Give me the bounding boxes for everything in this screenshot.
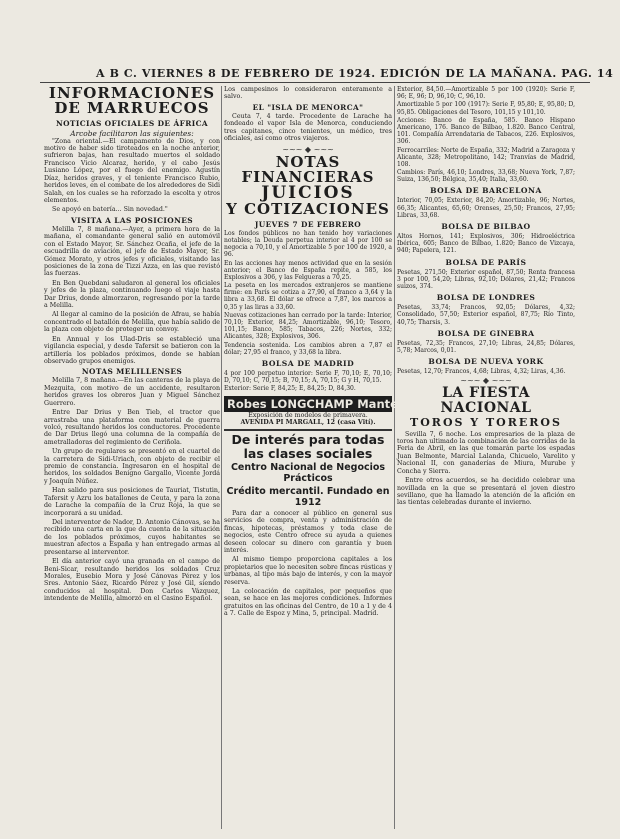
market-paragraph: Los fondos públicos no han tenido hoy variaciones notables; la Deuda perpetua interior al 4 por 100 se negocia a 70,10, y el Amortizable 5 por 100 de 1920, a 96.	[224, 229, 392, 259]
advertisement-title: Robes LONGCHAMP Manteaux	[224, 396, 392, 412]
article-paragraph: Han salido para sus posiciones de Tauriat, Tistutin, Tafersit y Azru los batallones de Ceuta, y para la zona de Larache la compañía de la Cruz Roja, la que se incorporará a su unidad.	[44, 487, 220, 517]
advertisement-paragraph: La colocación de capitales, por pequeños que sean, se hace en las mejores condiciones. Informes gratuitos en las oficinas del Centro, de 10 a 1 y de 4 a 7. Calle de Espoz y Mina, 5, principal. Madrid.	[224, 588, 392, 618]
market-paragraph: Amortizable 5 por 100 (1917): Serie F, 95,80; E, 95,80; D, 95,85. Obligaciones del Tesoro, 101,15 y 101,10.	[397, 101, 575, 116]
market-paragraph: Altos Hornos, 141; Explosivos, 306; Hidroeléctrica Ibérica, 605; Banco de Bilbao, 1.820; Banco de Vizcaya, 940; Papelera, 121.	[397, 233, 575, 255]
article-paragraph: Un grupo de regulares se presentó en el cuartel de la carretera de Sidi-Uriach, con objeto de recibir el premio de constancia. Ingresaron en el hospital de heridos, los soldados Benigno Gargallo, Vicente Jordá y Joaquín Núñez.	[44, 448, 220, 485]
column-divider	[221, 86, 222, 829]
market-paragraph: La peseta en los mercados extranjeros se mantiene firme: en París se cotiza a 27,90, el franco a 3,64 y la libra a 33,68. El dólar se ofrece a 7,87, los marcos a 0,35 y las liras a 33,60.	[224, 282, 392, 311]
market-paragraph: Nuevas cotizaciones han cerrado por la tarde: Interior, 70,10; Exterior, 84,25; Amortizable, 96,10; Tesoro, 101,15; Banco, 585; Tabacos, 226; Nortes, 332; Alicantes, 328; Explosivos, 306.	[224, 311, 392, 341]
headline: LA FIESTA NACIONAL	[440, 385, 532, 416]
section-heading: BOLSA DE LONDRES	[436, 293, 536, 303]
headline: DE MARRUECOS	[54, 99, 210, 118]
subheading: EL "ISLA DE MENORCA"	[252, 102, 364, 112]
rule	[224, 429, 392, 431]
headline: TOROS Y TOREROS	[410, 415, 562, 429]
article-paragraph: "Zona oriental.—El campamento de Dios, y con motivo de haber sido tiroteados en la noche anterior, sufrieron bajas, han resultado muertos el soldado Francisco Vicio Alcaraz, herido, y el cabo Jesús Lusiano López, por el fuego del enemigo. Agustín Díaz, heridos graves, y el teniente Francisco Rubio, heridos leves, en el combate de los alrededores de Sidi Salah, en los cuales se ha reforzado la escolta y otros elementos.	[44, 137, 220, 204]
advertisement-text: Exposición de modelos de primavera.	[248, 411, 368, 419]
subheading: VISITA A LAS POSICIONES	[70, 215, 194, 225]
market-paragraph: Exterior, 84,50.—Amortizable 5 por 100 (1920): Serie F, 96; E, 96; D, 96,10; C, 96,10.	[397, 86, 575, 101]
market-paragraph: Cambios: París, 46,10; Londres, 33,68; Nueva York, 7,87; Suiza, 136,50; Bélgica, 35,40; Italia, 33,60.	[397, 169, 575, 184]
market-paragraph: Interior, 70,05; Exterior, 84,20; Amortizable, 96; Nortes, 66,35; Alicantes, 65,60; Orenses, 25,50; Francos, 27,95; Libras, 33,68.	[397, 197, 575, 219]
advertisement-paragraph: Al mismo tiempo proporciona capitales a los propietarios que lo necesiten sobre fincas rústicas y urbanas, al tipo más bajo de interés, y con la mayor reserva.	[224, 556, 392, 586]
section-heading: BOLSA DE MADRID	[261, 358, 355, 368]
market-paragraph: 4 por 100 perpetuo interior: Serie F, 70,10; E, 70,10; D, 70,10; C, 70,15; B, 70,15; A, 70,15; G y H, 70,15.	[224, 369, 392, 385]
column-1	[44, 86, 220, 833]
market-paragraph: Tendencia sostenida. Los cambios abren a 7,87 el dólar; 27,95 el franco, y 33,68 la libra.	[224, 341, 392, 356]
header-rule	[40, 82, 590, 83]
advertisement-tagline: Crédito mercantil. Fundado en 1912	[226, 485, 390, 508]
section-heading: BOLSA DE BARCELONA	[430, 186, 542, 196]
article-paragraph: Entre Dar Drius y Ben Tieb, el tractor que arrastraba una plataforma con material de guerra volcó, resultando heridos los conductores. Procedente de Dar Drius llegó una columna de la compañía de ametralladoras del regimiento de Ceriñola.	[44, 409, 220, 446]
advertisement-headline: De interés para todas las clases sociales	[231, 432, 385, 462]
article-paragraph: Del interventor de Nador, D. Antonio Cánovas, se ha recibido una carta en la que da cuenta de la situación de los poblados próximos, cuyos habitantes se muestran afectos a España y han entregado armas al presentarse al interventor.	[44, 519, 220, 556]
ornament-divider: ~~~ ◆ ~~~	[282, 144, 334, 154]
headline: JUICIOS	[261, 183, 355, 204]
column-3	[397, 86, 575, 833]
article-paragraph: En Annual y los Ulad-Dris se estableció una vigilancia especial, y desde Tafersit se batieron con la artillería los poblados próximos, donde se habían observado grupos enemigos.	[44, 335, 220, 365]
article-paragraph: El día anterior cayó una granada en el campo de Beni-Sicar, resultando heridos los soldados Cruz Morales, Eusebio Mora y José Cánovas Pérez y los Sres. Antonio Sáez, Ricardo Pérez y José Gil, siendo conducidos al hospital. Don Carlos Vázquez, intendente de Melilla, almorzó en el Casino Español.	[44, 558, 220, 603]
running-head: A B C. VIERNES 8 DE FEBRERO DE 1924. EDICIÓN DE LA MAÑANA. PAG. 14	[96, 67, 614, 80]
market-paragraph: Pesetas, 33,74; Francos, 92,05; Dólares, 4,32; Consolidado, 57,50; Exterior español, 87,75; Río Tinto, 40,75; Tharsis, 3.	[397, 304, 575, 326]
headline: NOTAS FINANCIERAS	[241, 152, 375, 186]
market-paragraph: Ferrocarriles: Norte de España, 332; Madrid a Zaragoza y Alicante, 328; Metropolitano, 142; Tranvías de Madrid, 108.	[397, 146, 575, 168]
section-heading: BOLSA DE NUEVA YORK	[428, 357, 544, 367]
article-paragraph: Sevilla 7, 6 noche. Los empresarios de la plaza de toros han ultimado la combinación de las corridas de la Feria de Abril, en las que tomarán parte los espadas Juan Belmonte, Marcial Lalanda, Chicuelo, Varelito y Nacional II, con ganaderías de Miura, Murube y Concha y Sierra.	[397, 430, 575, 475]
ornament-divider: ~~~ ◆ ~~~	[460, 376, 512, 386]
article-paragraph: Melilla 7, 8 mañana.—Ayer, a primera hora de la mañana, el comandante general salió en automóvil con el Estado Mayor, Sr. Sánchez Ocaña, el jefe de la escuadrilla de aviación, el jefe de Estado Mayor, Sr. Gómez Morato, y otros jefes y oficiales, visitando las posiciones de la zona de Tizzi Azza, en las que revistó las fuerzas.	[44, 225, 220, 278]
section-heading: BOLSA DE BILBAO	[441, 222, 531, 231]
article-paragraph: Al llegar al camino de la posición de Afrau, se había concentrado el batallón de Melilla, que había salido de la plaza con objeto de proteger un convoy.	[44, 311, 220, 334]
date-line: JUEVES 7 DE FEBRERO	[254, 219, 362, 229]
article-paragraph: Se apoyó en batería... Sin novedad."	[52, 206, 168, 214]
intro-line: Arcobe facilitaron las siguientes:	[70, 128, 194, 138]
headline: Y COTIZACIONES	[226, 200, 390, 219]
section-heading: BOLSA DE GINEBRA	[437, 328, 535, 338]
market-paragraph: Pesetas, 12,70; Francos, 4,68; Libras, 4,32; Liras, 4,36.	[397, 368, 566, 376]
article-paragraph: Ceuta 7, 4 tarde. Procedente de Larache ha fondeado el vapor Isla de Menorca, conduciendo tres capitanes, cinco tenientes, un médico, tres oficiales, así como otros viajeros.	[224, 112, 392, 143]
market-paragraph: Acciones: Banco de España, 585. Banco Hispano Americano, 176. Banco de Bilbao, 1.820. Banco Central, 101. Compañía Arrendataria de Tabacos, 226. Explosivos, 306.	[397, 116, 575, 146]
market-paragraph: Pesetas, 271,50; Exterior español, 87,50; Renta francesa 3 por 100, 54,20; Libras, 92,10; Dólares, 21,42; Francos suizos, 374.	[397, 268, 575, 290]
section-heading: BOLSA DE PARÍS	[445, 257, 527, 267]
article-paragraph: Melilla 7, 8 mañana.—En las canteras de la playa de Mezquita, con motivo de un accidente, resultaron heridos graves los obreros Juan y Miguel Sánchez Guerrero.	[44, 377, 220, 407]
market-paragraph: Exterior: Serie F, 84,25; E, 84,25; D, 84,30.	[224, 385, 356, 393]
subheading: NOTAS MELILLENSES	[81, 367, 183, 377]
advertisement-subheadline: Centro Nacional de Negocios Prácticos	[230, 462, 386, 485]
article-paragraph: Los campesinos lo consideraron enteramente a salvo.	[224, 86, 392, 101]
subheading: NOTICIAS OFICIALES DE ÁFRICA	[55, 118, 209, 128]
market-paragraph: Pesetas, 72,35; Francos, 27,10; Libras, 24,85; Dólares, 5,78; Marcos, 0,01.	[397, 339, 575, 354]
article-paragraph: En Ben Quebdani saludaron al general los oficiales y jefes de la plaza, continuando luego el viaje hasta Dar Drius, donde almorzaron, regresando por la tarde a Melilla.	[44, 279, 220, 310]
headline: INFORMACIONES	[48, 84, 216, 102]
article-paragraph: Entre otros acuerdos, se ha decidido celebrar una novillada en la que se presentará el joven diestro sevillano, que ha llamado la atención de la afición en las tientas celebradas durante el invierno.	[397, 477, 575, 507]
market-paragraph: En las acciones hay menos actividad que en la sesión anterior; el Banco de España repite, a 585, los Explosivos a 306, y las Felgueras a 70,25.	[224, 259, 392, 281]
column-2	[224, 86, 422, 833]
column-divider	[394, 86, 395, 829]
advertisement-address: AVENIDA PI MARGALL, 12 (casa Vití).	[240, 419, 376, 427]
advertisement-paragraph: Para dar a conocer al público en general sus servicios de compra, venta y administración de fincas, hipotecas, préstamos y toda clase de negocios, este Centro ofrece su ayuda a quienes deseen colocar su dinero con garantía y buen interés.	[224, 509, 392, 554]
